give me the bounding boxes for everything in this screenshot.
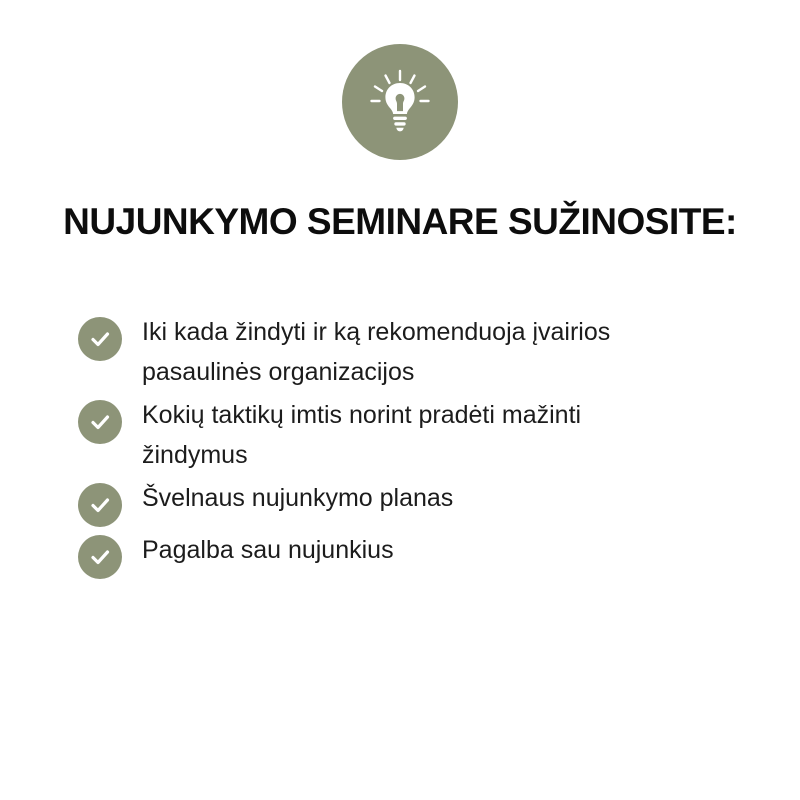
list-item [78,313,800,392]
list-item [78,396,800,475]
list-item-label: Iki kada žindyti ir ką rekomenduoja įvairios pasaulinės organizacijos [142,318,611,386]
lightbulb-badge [342,44,458,160]
check-icon [78,535,122,579]
list-item-label: Švelnaus nujunkymo planas [142,484,454,513]
list-item [78,479,800,527]
page-title: NUJUNKYMO SEMINARE SUŽINOSITE: [63,201,737,242]
list-item-label: Pagalba sau nujunkius [142,536,394,565]
check-icon [78,317,122,361]
list-item-label: Kokių taktikų imtis norint pradėti mažinti žindymus [142,401,582,469]
list-item [78,531,800,579]
lightbulb-icon [363,65,437,139]
check-icon [78,400,122,444]
check-icon [78,483,122,527]
benefits-list [0,313,800,579]
